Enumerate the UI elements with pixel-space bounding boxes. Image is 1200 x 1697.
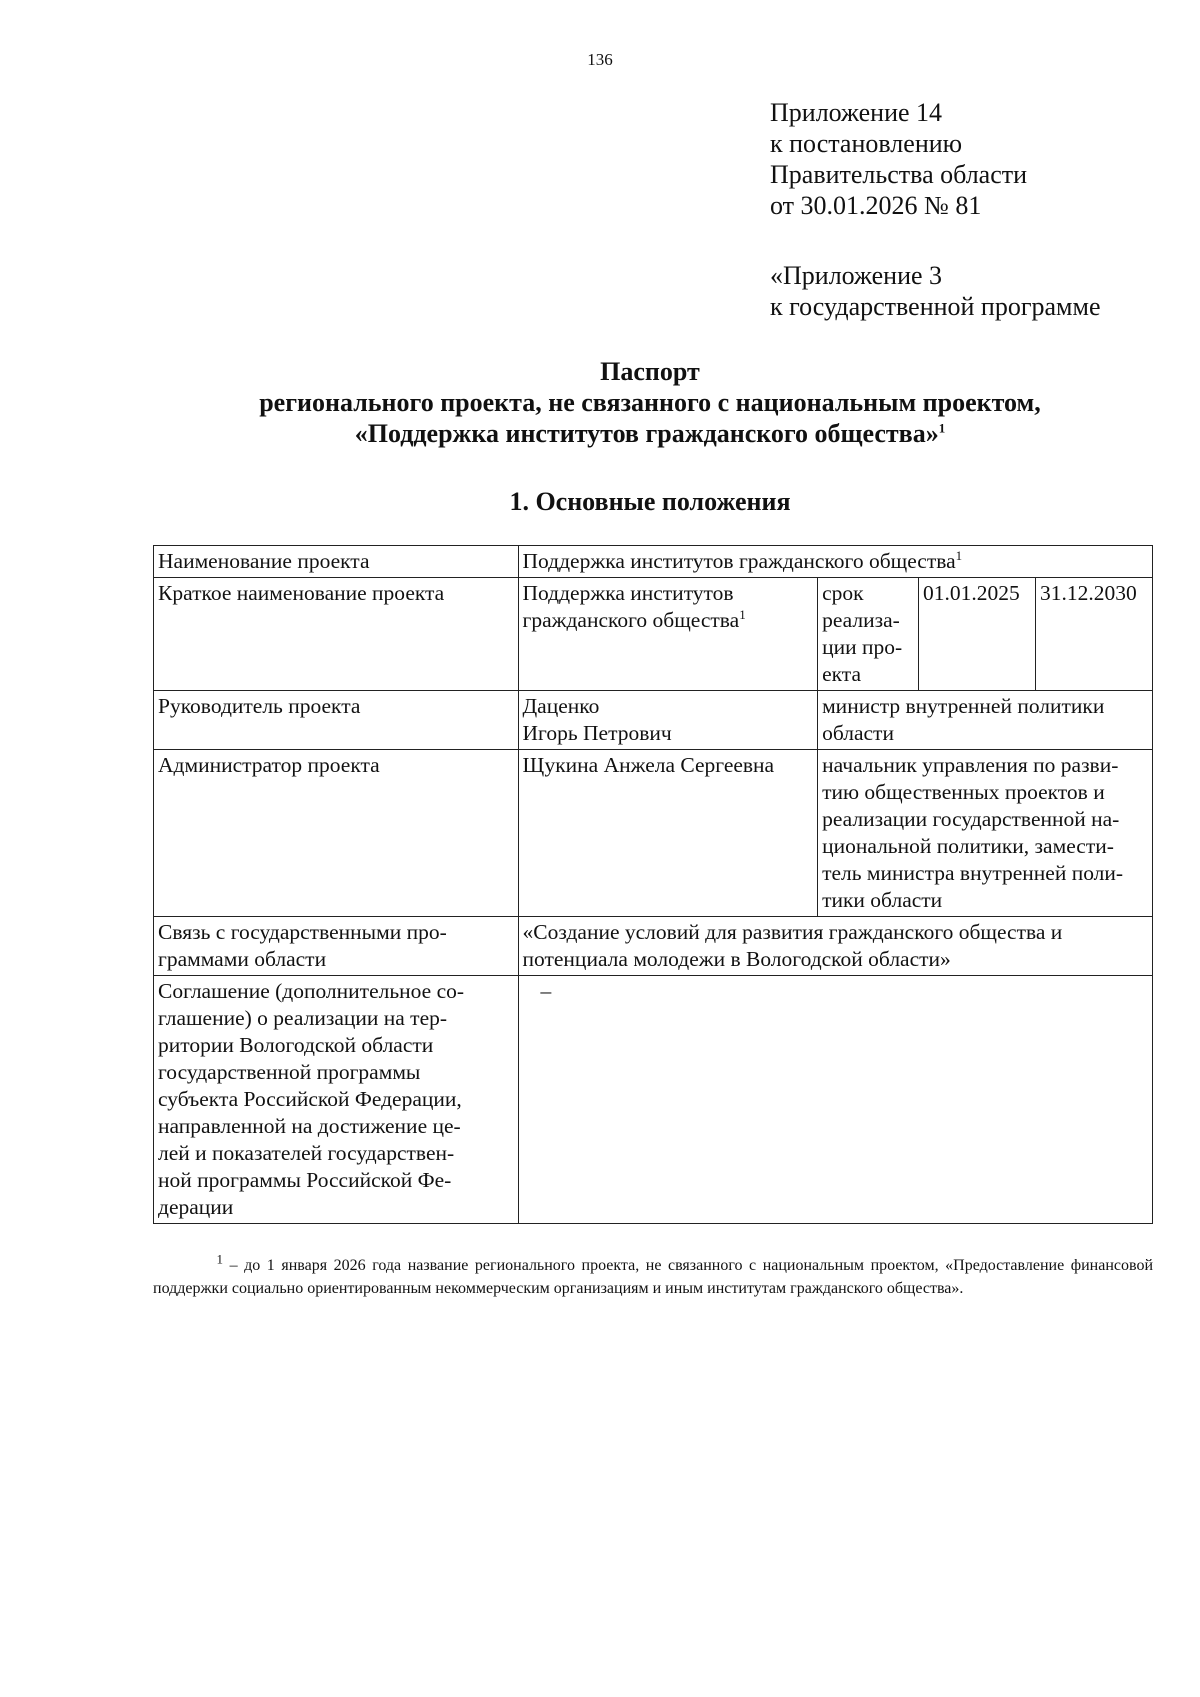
- position-line: министр внутренней политики: [822, 694, 1105, 718]
- appendix-line: Правительства области: [770, 160, 1028, 189]
- project-name: Поддержка институтов гражданского общества: [522, 549, 956, 573]
- title-line: регионального проекта, не связанного с национальным проектом,: [259, 388, 1041, 417]
- title-project-name: «Поддержка институтов гражданского общества»: [354, 419, 939, 448]
- name-line: Даценко: [522, 694, 600, 718]
- short-name-text: гражданского общества: [522, 608, 740, 632]
- appendix-line: Приложение 14: [770, 98, 943, 127]
- table-row: [154, 691, 1153, 750]
- passport-table: [153, 545, 1153, 1224]
- short-name-cell: [518, 578, 818, 691]
- state-program-link: [518, 917, 1152, 976]
- title-line: [150, 418, 1150, 449]
- position-line: тель министра внутренней поли-: [822, 861, 1124, 885]
- footnote-mark[interactable]: 1: [955, 547, 963, 563]
- label-line: ритории Вологодской области: [158, 1033, 434, 1057]
- appendix-line: от 30.01.2026 № 81: [770, 191, 982, 220]
- section-heading: 1. Основные положения: [509, 487, 791, 516]
- document-title: [150, 356, 1150, 449]
- label-line: граммами области: [158, 947, 327, 971]
- label-line: Связь с государственными про-: [158, 920, 447, 944]
- table-row: [154, 578, 1153, 691]
- label-line: субъекта Российской Федерации,: [158, 1087, 462, 1111]
- term-label-line: реализа-: [822, 608, 900, 632]
- program-appendix-reference: [770, 260, 1101, 322]
- empty-dash: –: [540, 979, 552, 1003]
- project-head-position: [818, 691, 1153, 750]
- appendix-line: «Приложение 3: [770, 261, 943, 290]
- position-line: тики области: [822, 888, 943, 912]
- administrator-position: [818, 750, 1153, 917]
- table-row: [154, 976, 1153, 1224]
- footnote-number: 1: [216, 1251, 223, 1267]
- appendix-reference: [770, 97, 1027, 221]
- short-name-line: [523, 607, 814, 634]
- label-line: государственной программы: [158, 1060, 421, 1084]
- label-line: дерации: [158, 1195, 234, 1219]
- label-line: глашение) о реализации на тер-: [158, 1006, 448, 1030]
- term-label-line: екта: [822, 662, 861, 686]
- value-line: потенциала молодежи в Вологодской области»: [522, 947, 951, 971]
- position-line: реализации государственной на-: [822, 807, 1120, 831]
- row-label: Руководитель проекта: [154, 691, 519, 750]
- table-row: [154, 750, 1153, 917]
- footnote-mark[interactable]: 1: [739, 606, 746, 622]
- table-row: [154, 917, 1153, 976]
- position-line: тию общественных проектов и: [822, 780, 1105, 804]
- administrator-name: Щукина Анжела Сергеевна: [518, 750, 818, 917]
- label-line: направленной на достижение це-: [158, 1114, 461, 1138]
- label-line: Соглашение (дополнительное со-: [158, 979, 465, 1003]
- term-label-cell: [818, 578, 919, 691]
- term-label-line: срок: [822, 581, 864, 605]
- row-label: Администратор проекта: [154, 750, 519, 917]
- end-date: 31.12.2030: [1036, 578, 1153, 691]
- project-name-cell: [518, 546, 1152, 578]
- appendix-line: к государственной программе: [770, 292, 1101, 321]
- short-name-line: Поддержка институтов: [522, 581, 734, 605]
- footnote-mark[interactable]: 1: [938, 420, 946, 436]
- position-line: области: [822, 721, 894, 745]
- name-line: Игорь Петрович: [522, 721, 672, 745]
- row-label: Наименование проекта: [154, 546, 519, 578]
- page-number: 136: [587, 50, 613, 69]
- table-row: [154, 546, 1153, 578]
- position-line: начальник управления по разви-: [822, 753, 1119, 777]
- row-label: [154, 976, 519, 1224]
- start-date: 01.01.2025: [919, 578, 1036, 691]
- label-line: лей и показателей государствен-: [158, 1141, 455, 1165]
- position-line: циональной политики, замести-: [822, 834, 1114, 858]
- project-head-name: [518, 691, 818, 750]
- title-line: Паспорт: [600, 357, 700, 386]
- value-line: «Создание условий для развития гражданского общества и: [522, 920, 1063, 944]
- footnote-text: – до 1 января 2026 года название регионального проекта, не связанного с национальным проектом, «Предоставление финансовой поддержки социально ориентированным некоммерческим организациям и иным институтам гражданского общества».: [153, 1257, 1154, 1297]
- row-label: Краткое наименование проекта: [154, 578, 519, 691]
- row-label: [154, 917, 519, 976]
- agreement-value: [518, 976, 1152, 1224]
- appendix-line: к постановлению: [770, 129, 963, 158]
- label-line: ной программы Российской Фе-: [158, 1168, 452, 1192]
- footnote: [153, 1251, 1154, 1300]
- term-label-line: ции про-: [822, 635, 903, 659]
